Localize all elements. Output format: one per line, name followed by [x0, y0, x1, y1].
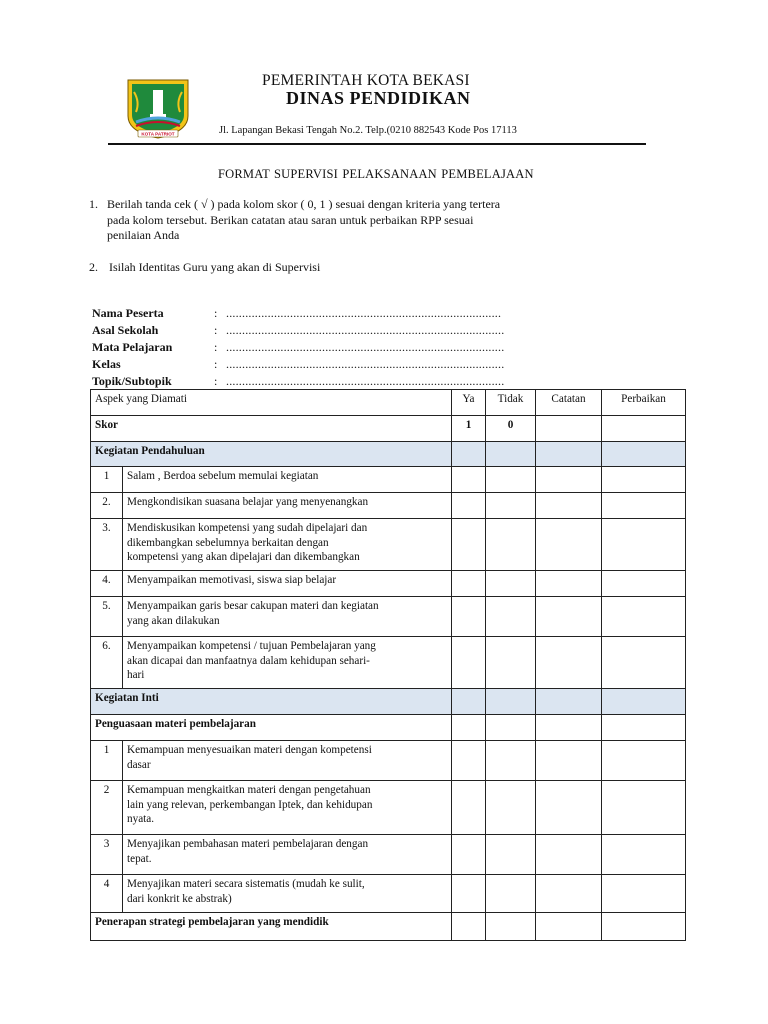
identity-fill-line[interactable]: .......................................................................................	[226, 323, 505, 337]
item-text-line: hari	[127, 669, 145, 681]
section-row	[91, 442, 686, 467]
identity-fill-line[interactable]: .......................................................................................	[226, 340, 505, 354]
identity-row-subject	[92, 340, 504, 357]
table-row	[91, 781, 686, 835]
section-title: Kegiatan Inti	[91, 689, 452, 715]
item-text-line: yang akan dilakukan	[127, 614, 220, 627]
identity-label: Mata Pelajaran	[92, 340, 173, 354]
item-text	[123, 835, 452, 875]
item-text-line: Menyajikan materi secara sistematis (mudah ke sulit,	[127, 878, 365, 890]
tidak-checkbox-cell[interactable]	[486, 571, 536, 597]
perbaikan-cell[interactable]	[602, 467, 686, 493]
tidak-checkbox-cell[interactable]	[486, 597, 536, 637]
header-catatan: Catatan	[536, 390, 602, 416]
item-text-line: Menyampaikan garis besar cakupan materi dan kegiatan	[127, 600, 379, 612]
item-text-line: Mengkondisikan suasana belajar yang menyenangkan	[127, 496, 369, 508]
identity-row-name	[92, 306, 504, 323]
subsection-row	[91, 913, 686, 941]
item-number: 2.	[91, 493, 123, 519]
department-title: DINAS PENDIDIKAN	[286, 88, 471, 108]
item-text-line: Mendiskusikan kompetensi yang sudah dipelajari dan	[127, 522, 368, 534]
item-text-line: Salam , Berdoa sebelum memulai kegiatan	[127, 470, 319, 482]
document-title: FORMAT SUPERVISI PELAKSANAAN PEMBELAJAAN	[218, 167, 534, 181]
ya-checkbox-cell[interactable]	[452, 519, 486, 571]
header-perbaikan: Perbaikan	[602, 390, 686, 416]
item-text-line: Menyajikan pembahasan materi pembelajaran dengan	[127, 838, 369, 850]
item-text-line: dari konkrit ke abstrak)	[127, 892, 232, 905]
identity-label: Kelas	[92, 357, 121, 371]
header-aspect: Aspek yang Diamati	[91, 390, 452, 416]
item-text-line: kompetensi yang akan dipelajari dan dikembangkan	[127, 551, 360, 563]
item-text	[123, 519, 452, 571]
item-number: 5.	[91, 597, 123, 637]
identity-colon: :	[214, 306, 218, 320]
city-emblem-logo	[122, 76, 194, 140]
identity-fill-line[interactable]: ......................................................................................	[226, 306, 502, 320]
item-number: 4.	[91, 571, 123, 597]
instruction-1-number: 1.	[89, 197, 98, 211]
identity-fill-line[interactable]: .......................................................................................	[226, 374, 505, 388]
identity-row-school	[92, 323, 504, 340]
item-text-line: akan dicapai dan manfaatnya dalam kehidupan sehari-	[127, 654, 370, 667]
catatan-cell[interactable]	[536, 519, 602, 571]
item-text	[123, 741, 452, 781]
identity-label: Asal Sekolah	[92, 323, 159, 337]
perbaikan-cell[interactable]	[602, 781, 686, 835]
ya-checkbox-cell[interactable]	[452, 467, 486, 493]
perbaikan-cell[interactable]	[602, 741, 686, 781]
item-text	[123, 781, 452, 835]
item-text	[123, 637, 452, 689]
ya-checkbox-cell[interactable]	[452, 637, 486, 689]
table-row	[91, 835, 686, 875]
identity-colon: :	[214, 357, 218, 371]
section-row	[91, 689, 686, 715]
tidak-checkbox-cell[interactable]	[486, 781, 536, 835]
identity-row-class	[92, 357, 504, 374]
table-row	[91, 637, 686, 689]
item-text	[123, 493, 452, 519]
score-ya: 1	[452, 416, 486, 442]
item-number: 3	[91, 835, 123, 875]
perbaikan-cell[interactable]	[602, 875, 686, 913]
tidak-checkbox-cell[interactable]	[486, 875, 536, 913]
catatan-cell[interactable]	[536, 467, 602, 493]
item-text-line: dikembangkan sebelumnya berkaitan dengan	[127, 536, 329, 549]
table-row	[91, 597, 686, 637]
catatan-cell[interactable]	[536, 637, 602, 689]
table-row	[91, 493, 686, 519]
item-text-line: Menyampaikan kompetensi / tujuan Pembelajaran yang	[127, 640, 376, 652]
item-text-line: tepat.	[127, 852, 152, 865]
instruction-1-line: pada kolom tersebut. Berikan catatan atau saran untuk perbaikan RPP sesuai	[107, 212, 474, 227]
catatan-cell[interactable]	[536, 781, 602, 835]
item-number: 3.	[91, 519, 123, 571]
ya-checkbox-cell[interactable]	[452, 741, 486, 781]
catatan-cell[interactable]	[536, 741, 602, 781]
ya-checkbox-cell[interactable]	[452, 835, 486, 875]
catatan-cell[interactable]	[536, 571, 602, 597]
ya-checkbox-cell[interactable]	[452, 493, 486, 519]
section-title: Kegiatan Pendahuluan	[91, 442, 452, 467]
identity-fill-line[interactable]: .......................................................................................	[226, 357, 505, 371]
table-row	[91, 467, 686, 493]
instruction-1-line: penilaian Anda	[107, 228, 180, 242]
ya-checkbox-cell[interactable]	[452, 597, 486, 637]
identity-colon: :	[214, 374, 218, 388]
table-row	[91, 875, 686, 913]
tidak-checkbox-cell[interactable]	[486, 741, 536, 781]
score-label: Skor	[91, 416, 452, 442]
identity-colon: :	[214, 340, 218, 354]
header-ya: Ya	[452, 390, 486, 416]
item-text-line: dasar	[127, 758, 151, 771]
address-line: Jl. Lapangan Bekasi Tengah No.2. Telp.(0210 882543 Kode Pos 17113	[219, 125, 517, 136]
item-number: 2	[91, 781, 123, 835]
item-text	[123, 571, 452, 597]
section-title: Penerapan strategi pembelajaran yang mendidik	[91, 913, 452, 941]
logo-ribbon-text: KOTA PATRIOT	[141, 131, 175, 137]
item-text	[123, 597, 452, 637]
table-header-row	[91, 390, 686, 416]
tidak-checkbox-cell[interactable]	[486, 467, 536, 493]
section-title: Penguasaan materi pembelajaran	[91, 715, 452, 741]
item-number: 1	[91, 741, 123, 781]
perbaikan-cell[interactable]	[602, 519, 686, 571]
government-title: PEMERINTAH KOTA BEKASI	[262, 72, 470, 89]
catatan-cell[interactable]	[536, 835, 602, 875]
catatan-cell[interactable]	[536, 597, 602, 637]
instruction-1-line: Berilah tanda cek ( √ ) pada kolom skor ( 0, 1 ) sesuai dengan kriteria yang tertera	[107, 197, 501, 211]
subsection-row	[91, 715, 686, 741]
item-text-line: lain yang relevan, perkembangan Iptek, dan kehidupan	[127, 798, 373, 811]
catatan-cell[interactable]	[536, 493, 602, 519]
score-tidak: 0	[486, 416, 536, 442]
header-tidak: Tidak	[486, 390, 536, 416]
item-text-line: Kemampuan menyesuaikan materi dengan kompetensi	[127, 744, 372, 756]
tidak-checkbox-cell[interactable]	[486, 637, 536, 689]
ya-checkbox-cell[interactable]	[452, 875, 486, 913]
score-catatan-cell	[536, 416, 602, 442]
instruction-2-number: 2.	[89, 260, 98, 274]
table-row	[91, 741, 686, 781]
instruction-1	[107, 197, 500, 244]
supervision-table	[90, 389, 686, 941]
table-row	[91, 571, 686, 597]
perbaikan-cell[interactable]	[602, 637, 686, 689]
catatan-cell[interactable]	[536, 875, 602, 913]
identity-label: Topik/Subtopik	[92, 374, 172, 388]
table-row	[91, 519, 686, 571]
item-text-line: nyata.	[127, 813, 155, 825]
ya-checkbox-cell[interactable]	[452, 571, 486, 597]
identity-colon: :	[214, 323, 218, 337]
item-text-line: Menyampaikan memotivasi, siswa siap belajar	[127, 574, 337, 586]
perbaikan-cell[interactable]	[602, 571, 686, 597]
item-number: 6.	[91, 637, 123, 689]
item-text-line: Kemampuan mengkaitkan materi dengan pengetahuan	[127, 784, 371, 796]
item-text	[123, 467, 452, 493]
item-number: 4	[91, 875, 123, 913]
score-row	[91, 416, 686, 442]
perbaikan-cell[interactable]	[602, 493, 686, 519]
score-perbaikan-cell	[602, 416, 686, 442]
item-number: 1	[91, 467, 123, 493]
perbaikan-cell[interactable]	[602, 597, 686, 637]
instruction-2: Isilah Identitas Guru yang akan di Supervisi	[109, 260, 321, 274]
tidak-checkbox-cell[interactable]	[486, 493, 536, 519]
identity-label: Nama Peserta	[92, 306, 164, 320]
tidak-checkbox-cell[interactable]	[486, 835, 536, 875]
teacher-identity-form	[92, 306, 504, 391]
item-text	[123, 875, 452, 913]
header-divider	[108, 143, 646, 145]
tidak-checkbox-cell[interactable]	[486, 519, 536, 571]
perbaikan-cell[interactable]	[602, 835, 686, 875]
ya-checkbox-cell[interactable]	[452, 781, 486, 835]
